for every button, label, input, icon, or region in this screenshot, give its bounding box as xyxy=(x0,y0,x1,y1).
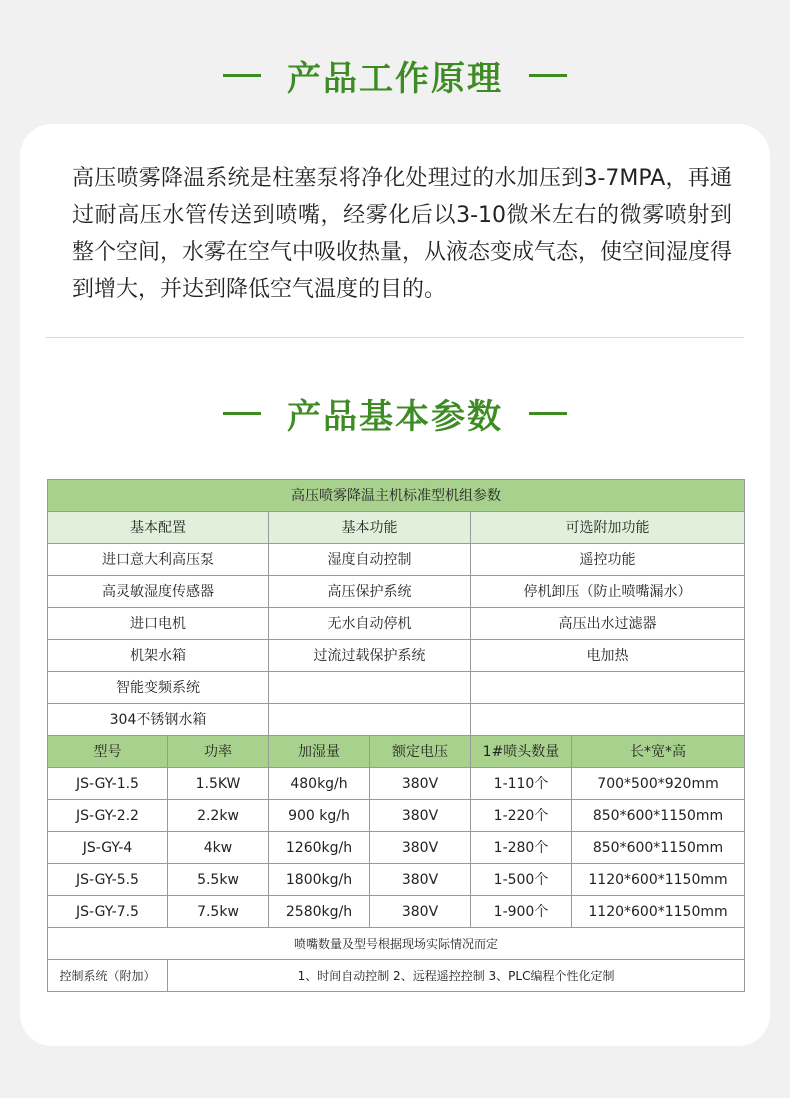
model-cell: 1120*600*1150mm xyxy=(572,896,745,928)
feature-cell: 机架水箱 xyxy=(48,640,269,672)
model-cell: JS-GY-1.5 xyxy=(48,768,168,800)
model-header: 加湿量 xyxy=(269,736,370,768)
model-header: 型号 xyxy=(48,736,168,768)
feature-cell: 304不锈钢水箱 xyxy=(48,704,269,736)
params-title-text: 产品基本参数 xyxy=(287,396,503,437)
feature-cell xyxy=(269,672,471,704)
model-cell: 2.2kw xyxy=(168,800,269,832)
model-row xyxy=(48,768,745,800)
feature-row xyxy=(48,576,745,608)
model-cell: 1.5KW xyxy=(168,768,269,800)
feature-cell: 进口电机 xyxy=(48,608,269,640)
feature-cell: 高压保护系统 xyxy=(269,576,471,608)
feature-row xyxy=(48,672,745,704)
model-header: 长*宽*高 xyxy=(572,736,745,768)
feature-cell: 智能变频系统 xyxy=(48,672,269,704)
model-cell: 4kw xyxy=(168,832,269,864)
feature-cell: 电加热 xyxy=(471,640,745,672)
model-cell: 380V xyxy=(370,800,471,832)
model-cell: 5.5kw xyxy=(168,864,269,896)
control-value: 1、时间自动控制 2、远程遥控控制 3、PLC编程个性化定制 xyxy=(168,960,745,992)
feature-cell: 无水自动停机 xyxy=(269,608,471,640)
feature-header: 基本配置 xyxy=(48,512,269,544)
intro-paragraph: 高压喷雾降温系统是柱塞泵将净化处理过的水加压到3-7MPA，再通过耐高压水管传送到喷嘴，经雾化后以3-10微米左右的微雾喷射到整个空间，水雾在空气中吸收热量，从液态变成气态，使空间湿度得到增大，并达到降低空气温度的目的。 xyxy=(72,166,733,302)
model-cell: 1120*600*1150mm xyxy=(572,864,745,896)
model-header: 1#喷头数量 xyxy=(471,736,572,768)
model-cell: 380V xyxy=(370,864,471,896)
model-cell: JS-GY-5.5 xyxy=(48,864,168,896)
title-dash-left xyxy=(223,412,261,415)
model-cell: 1800kg/h xyxy=(269,864,370,896)
model-cell: JS-GY-4 xyxy=(48,832,168,864)
model-cell: 850*600*1150mm xyxy=(572,800,745,832)
model-cell: JS-GY-7.5 xyxy=(48,896,168,928)
model-cell: JS-GY-2.2 xyxy=(48,800,168,832)
feature-header: 基本功能 xyxy=(269,512,471,544)
feature-cell: 遥控功能 xyxy=(471,544,745,576)
model-cell: 1-110个 xyxy=(471,768,572,800)
model-cell: 7.5kw xyxy=(168,896,269,928)
control-label: 控制系统（附加） xyxy=(48,960,168,992)
model-row xyxy=(48,864,745,896)
feature-cell: 停机卸压（防止喷嘴漏水） xyxy=(471,576,745,608)
feature-cell: 高灵敏湿度传感器 xyxy=(48,576,269,608)
model-cell: 1-280个 xyxy=(471,832,572,864)
model-row xyxy=(48,800,745,832)
model-cell: 900 kg/h xyxy=(269,800,370,832)
model-header: 额定电压 xyxy=(370,736,471,768)
feature-row xyxy=(48,608,745,640)
model-cell: 480kg/h xyxy=(269,768,370,800)
model-cell: 1-900个 xyxy=(471,896,572,928)
model-header: 功率 xyxy=(168,736,269,768)
note-cell: 喷嘴数量及型号根据现场实际情况而定 xyxy=(48,928,745,960)
model-cell: 850*600*1150mm xyxy=(572,832,745,864)
feature-cell xyxy=(269,704,471,736)
params-table xyxy=(47,479,745,992)
model-cell: 700*500*920mm xyxy=(572,768,745,800)
content-card xyxy=(20,124,770,1046)
section-divider xyxy=(46,337,744,338)
model-row xyxy=(48,832,745,864)
model-cell: 2580kg/h xyxy=(269,896,370,928)
feature-cell xyxy=(471,704,745,736)
model-cell: 380V xyxy=(370,832,471,864)
principle-section-title xyxy=(0,52,790,98)
feature-cell: 湿度自动控制 xyxy=(269,544,471,576)
model-cell: 1260kg/h xyxy=(269,832,370,864)
model-row xyxy=(48,896,745,928)
title-dash-right xyxy=(529,412,567,415)
feature-cell: 高压出水过滤器 xyxy=(471,608,745,640)
model-cell: 1-500个 xyxy=(471,864,572,896)
feature-row xyxy=(48,704,745,736)
feature-cell xyxy=(471,672,745,704)
params-section-title xyxy=(0,390,790,436)
feature-header: 可选附加功能 xyxy=(471,512,745,544)
title-dash-left xyxy=(223,74,261,77)
principle-title-text: 产品工作原理 xyxy=(287,58,503,99)
title-dash-right xyxy=(529,74,567,77)
feature-cell: 过流过载保护系统 xyxy=(269,640,471,672)
model-cell: 1-220个 xyxy=(471,800,572,832)
feature-cell: 进口意大利高压泵 xyxy=(48,544,269,576)
table-title: 高压喷雾降温主机标准型机组参数 xyxy=(48,480,745,512)
model-cell: 380V xyxy=(370,896,471,928)
feature-row xyxy=(48,640,745,672)
model-cell: 380V xyxy=(370,768,471,800)
feature-row xyxy=(48,544,745,576)
